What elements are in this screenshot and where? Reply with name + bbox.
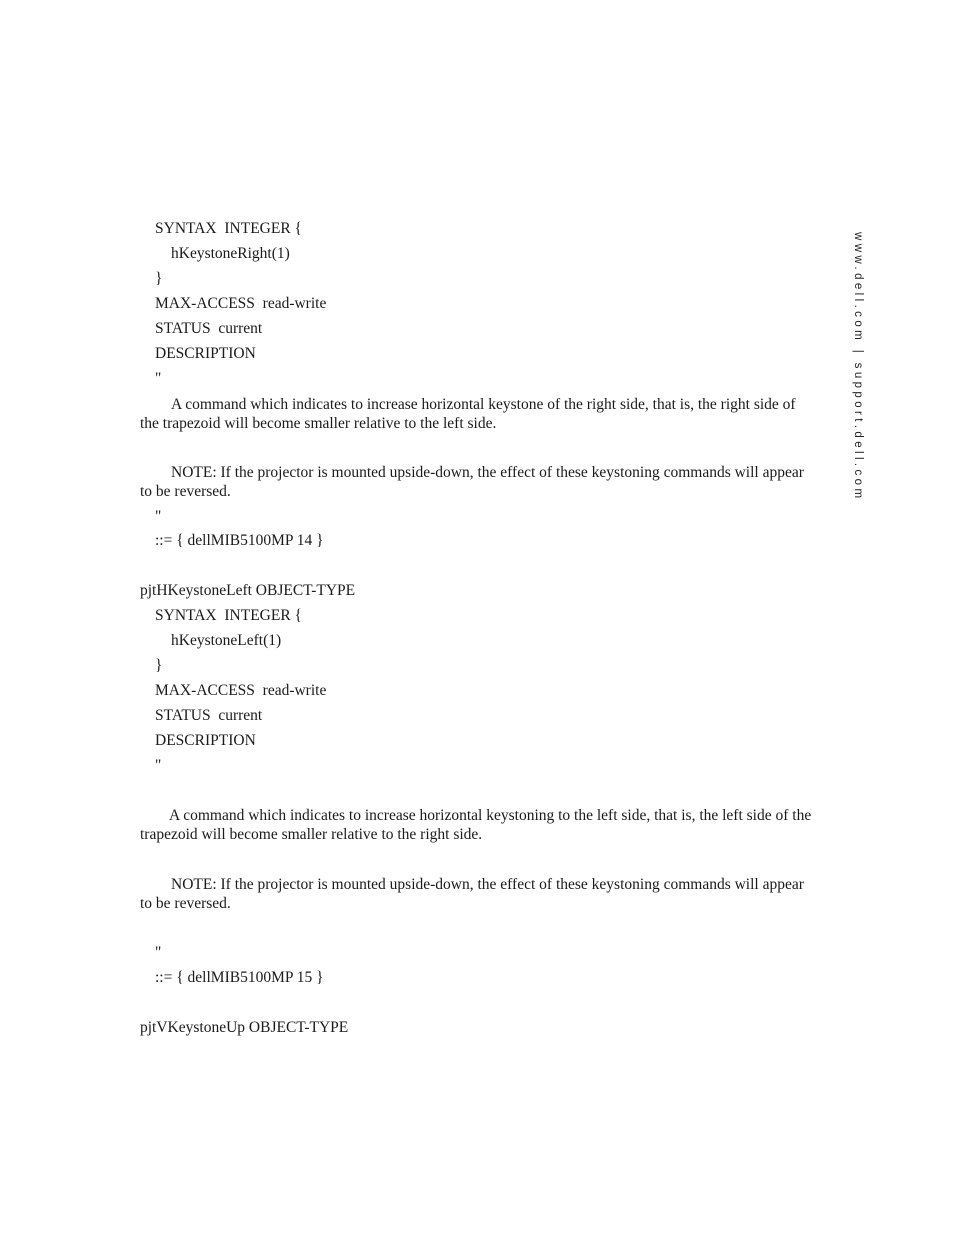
object-type-heading: pjtVKeystoneUp OBJECT-TYPE [140,1019,349,1036]
max-access-line: MAX-ACCESS read-write [155,295,327,312]
note-paragraph: NOTE: If the projector is mounted upside-down, the effect of these keystoning commands will appear to be reversed. [140,876,804,912]
enum-value-line: hKeystoneLeft(1) [171,632,282,649]
max-access-line: MAX-ACCESS read-write [155,682,327,699]
enum-value-line: hKeystoneRight(1) [171,245,290,262]
note-paragraph: NOTE: If the projector is mounted upside-down, the effect of these keystoning commands will appear to be reversed. [140,464,804,500]
description-paragraph: A command which indicates to increase horizontal keystoning to the left side, that is, the left side of the trapezoid will become smaller relative to the right side. [140,807,812,843]
object-type-heading: pjtHKeystoneLeft OBJECT-TYPE [140,582,356,599]
quote-close-line: " [155,508,162,525]
quote-close-line: " [155,944,162,961]
status-line: STATUS current [155,707,263,724]
oid-assignment-line: ::= { dellMIB5100MP 14 } [155,532,324,549]
status-line: STATUS current [155,320,263,337]
description-label: DESCRIPTION [155,345,256,362]
brace-close-line: } [155,657,163,674]
quote-open-line: " [155,757,162,774]
syntax-line: SYNTAX INTEGER { [155,220,302,237]
description-paragraph: A command which indicates to increase horizontal keystone of the right side, that is, the right side of the trapezoid will become smaller relative to the left side. [140,396,796,432]
oid-assignment-line: ::= { dellMIB5100MP 15 } [155,969,324,986]
sidebar-url-text: www.dell.com | support.dell.com [852,232,864,502]
description-label: DESCRIPTION [155,732,256,749]
syntax-line: SYNTAX INTEGER { [155,607,302,624]
brace-close-line: } [155,270,163,287]
quote-open-line: " [155,370,162,387]
